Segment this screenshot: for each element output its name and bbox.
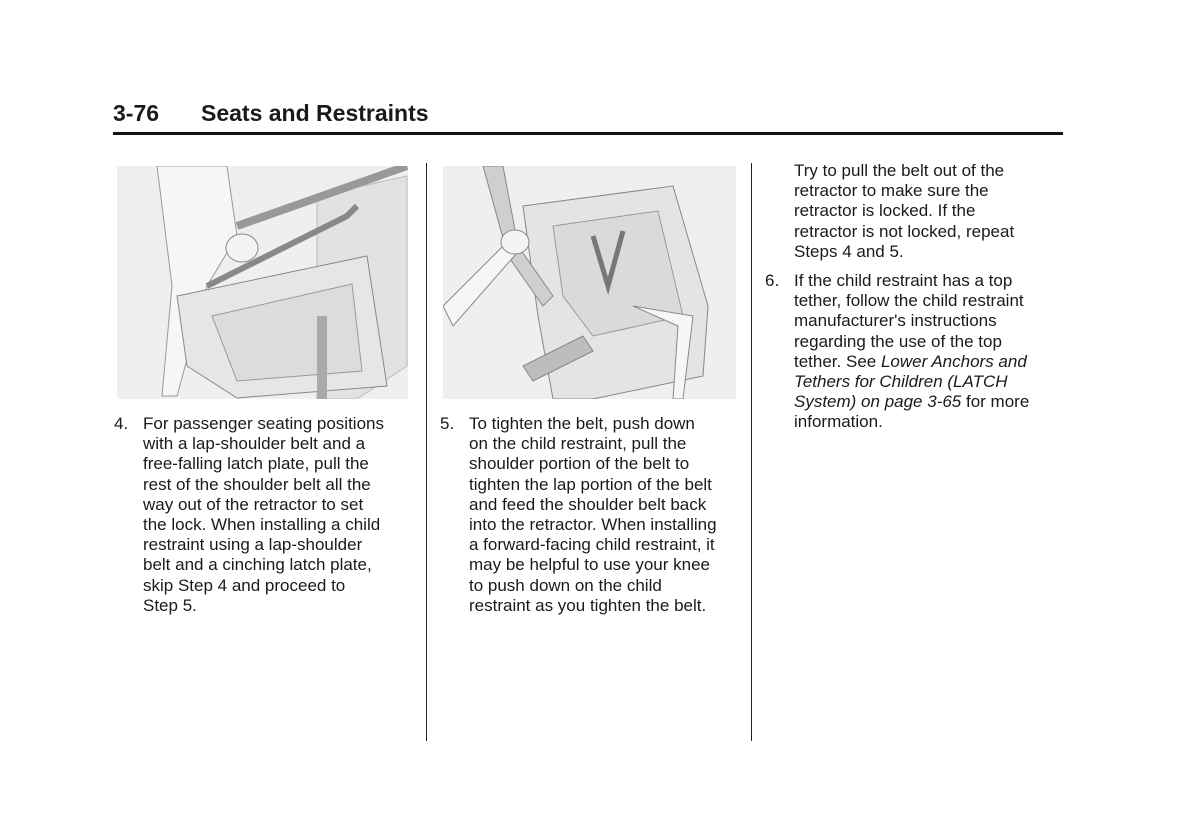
text-line: information. <box>794 412 883 432</box>
text-line: shoulder portion of the belt to <box>469 454 690 474</box>
illustration-tighten-belt <box>443 166 736 399</box>
step-number: 4. <box>114 414 129 433</box>
text-line: free-falling latch plate, pull the <box>143 454 369 474</box>
text-line: with a lap-shoulder belt and a <box>143 434 366 454</box>
text-line: Try to pull the belt out of the <box>794 161 1005 180</box>
text-line: regarding the use of the top <box>794 331 1002 351</box>
column-divider-right <box>751 163 752 741</box>
text-line: may be helpful to use your knee <box>469 555 710 575</box>
text-fragment: for more <box>961 392 1030 412</box>
text-line <box>794 392 1029 412</box>
text-line: manufacturer's instructions <box>794 311 997 331</box>
text-line: To tighten the belt, push down <box>469 414 695 433</box>
step-number: 5. <box>440 414 455 433</box>
page-number: 3-76 <box>113 100 160 126</box>
text-line: into the retractor. When installing <box>469 515 717 535</box>
text-line: rest of the shoulder belt all the <box>143 474 371 494</box>
section-title: Seats and Restraints <box>201 100 429 126</box>
column-divider-left <box>426 163 427 741</box>
text-line: a forward-facing child restraint, it <box>469 535 715 555</box>
illustration-passenger-belt-lock <box>117 166 408 399</box>
text-fragment: tether. See <box>794 351 881 371</box>
text-line: skip Step 4 and proceed to <box>143 575 346 595</box>
text-line: restraint as you tighten the belt. <box>469 595 707 615</box>
text-line: way out of the retractor to set <box>143 494 364 514</box>
text-line: retractor is not locked, repeat <box>794 221 1015 241</box>
text-line: to push down on the child <box>469 575 662 595</box>
text-line: and feed the shoulder belt back <box>469 494 707 514</box>
text-line: belt and a cinching latch plate, <box>143 555 372 575</box>
cross-reference-link[interactable]: Tethers for Children (LATCH <box>794 372 1008 392</box>
step-number: 6. <box>765 271 780 290</box>
step-text <box>794 271 1029 433</box>
step-text <box>143 414 384 616</box>
text-line: retractor to make sure the <box>794 181 989 201</box>
text-line: Step 5. <box>143 595 197 615</box>
text-line <box>794 352 1029 372</box>
step-5-continued-text <box>794 161 1014 262</box>
text-line: If the child restraint has a top <box>794 271 1013 290</box>
text-line: tether, follow the child restraint <box>794 291 1024 311</box>
text-line: on the child restraint, pull the <box>469 434 687 454</box>
page-header <box>113 100 1063 135</box>
step-text <box>469 414 717 616</box>
cross-reference-link[interactable]: System) on page 3-65 <box>794 392 962 412</box>
text-line: tighten the lap portion of the belt <box>469 474 712 494</box>
text-line: the lock. When installing a child <box>143 515 381 535</box>
text-line: For passenger seating positions <box>143 414 384 433</box>
cross-reference-link[interactable]: Lower Anchors and <box>880 351 1027 371</box>
text-line: Steps 4 and 5. <box>794 241 904 261</box>
text-line: restraint using a lap-shoulder <box>143 535 363 555</box>
text-line: retractor is locked. If the <box>794 201 976 221</box>
